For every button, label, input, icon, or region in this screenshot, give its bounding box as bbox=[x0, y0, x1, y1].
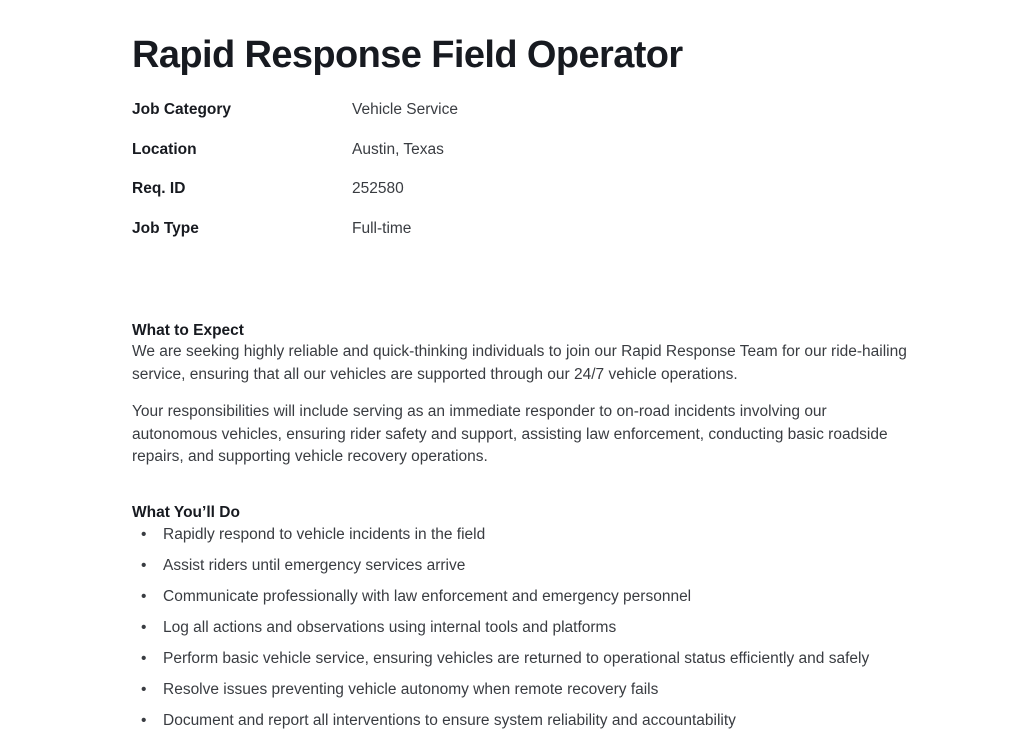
bullet-icon: • bbox=[141, 557, 147, 574]
bullet-icon: • bbox=[141, 681, 147, 698]
section-heading: What You’ll Do bbox=[132, 504, 240, 521]
detail-row-req-id bbox=[132, 179, 832, 219]
responsibility-list bbox=[132, 525, 932, 742]
what-to-expect-section bbox=[132, 321, 912, 469]
list-item-text: Assist riders until emergency services arrive bbox=[163, 557, 466, 574]
list-item bbox=[132, 680, 932, 711]
job-details bbox=[132, 100, 832, 258]
list-item bbox=[132, 587, 932, 618]
detail-row-job-type bbox=[132, 219, 832, 259]
list-item bbox=[132, 711, 932, 742]
page-title: Rapid Response Field Operator bbox=[132, 34, 683, 76]
bullet-icon: • bbox=[141, 712, 147, 729]
detail-label: Job Category bbox=[132, 101, 232, 118]
bullet-icon: • bbox=[141, 650, 147, 667]
paragraph: We are seeking highly reliable and quick-thinking individuals to join our Rapid Response Team for our ride-hailing service, ensuring that all our vehicles are supported through our 24/7 vehicle operations. bbox=[132, 343, 907, 383]
detail-value: Vehicle Service bbox=[352, 101, 458, 118]
detail-label: Req. ID bbox=[132, 180, 186, 197]
list-item-text: Resolve issues preventing vehicle autonomy when remote recovery fails bbox=[163, 681, 659, 698]
list-item bbox=[132, 618, 932, 649]
list-item bbox=[132, 649, 932, 680]
paragraph: Your responsibilities will include serving as an immediate responder to on-road incidents involving our autonomous vehicles, ensuring rider safety and support, assisting law enforcement, conducting basic roadside repairs, and supporting vehicle recovery operations. bbox=[132, 403, 888, 465]
list-item-text: Document and report all interventions to ensure system reliability and accountability bbox=[163, 712, 736, 729]
detail-row-job-category bbox=[132, 100, 832, 140]
detail-row-location bbox=[132, 140, 832, 180]
detail-label: Job Type bbox=[132, 219, 199, 237]
section-heading: What to Expect bbox=[132, 322, 244, 339]
list-item-text: Log all actions and observations using internal tools and platforms bbox=[163, 619, 617, 636]
bullet-icon: • bbox=[141, 619, 147, 636]
list-item bbox=[132, 525, 932, 556]
detail-value: Full-time bbox=[352, 219, 412, 237]
list-item-text: Rapidly respond to vehicle incidents in the field bbox=[163, 526, 486, 543]
detail-value: 252580 bbox=[352, 180, 404, 197]
bullet-icon: • bbox=[141, 588, 147, 605]
list-item-text: Communicate professionally with law enforcement and emergency personnel bbox=[163, 588, 692, 605]
list-item bbox=[132, 556, 932, 587]
bullet-icon: • bbox=[141, 526, 147, 543]
detail-value: Austin, Texas bbox=[352, 140, 444, 158]
detail-label: Location bbox=[132, 140, 197, 158]
what-youll-do-section bbox=[132, 503, 932, 742]
list-item-text: Perform basic vehicle service, ensuring vehicles are returned to operational status efficiently and safely bbox=[163, 650, 870, 667]
